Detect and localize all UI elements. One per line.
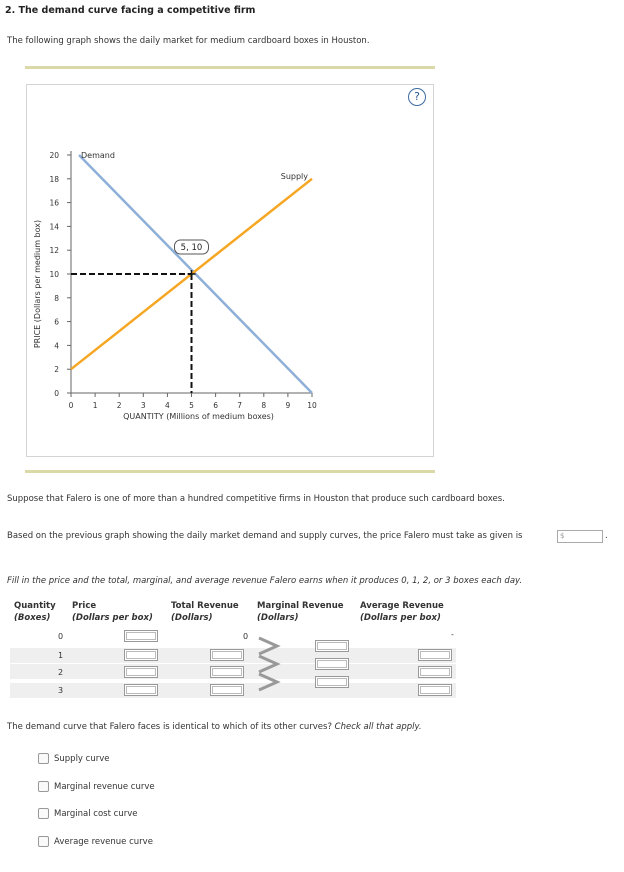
quantity-cell: 1 [58, 651, 64, 660]
header-quantity-unit: (Boxes) [14, 613, 51, 623]
demand-label: Demand [81, 151, 115, 160]
checkbox[interactable] [38, 753, 49, 764]
question2-text [7, 722, 422, 732]
total-revenue-input-q2[interactable] [210, 666, 244, 678]
option-label: Supply curve [54, 753, 110, 764]
x-tick-label: 7 [237, 401, 243, 410]
x-tick-label: 5 [189, 401, 194, 410]
x-tick-label: 4 [165, 401, 170, 410]
x-tick-label: 0 [68, 401, 74, 410]
option-average-revenue-curve[interactable] [38, 836, 153, 847]
checkbox[interactable] [38, 836, 49, 847]
total-revenue-input-q3[interactable] [210, 684, 244, 696]
x-tick-label: 1 [92, 401, 98, 410]
arrow-icon [259, 638, 277, 654]
paragraph-price-given: Based on the previous graph showing the daily market demand and supply curves, the price Falero must take as given is [7, 531, 523, 541]
sentence-end-period: . [605, 531, 608, 541]
x-tick-label: 6 [213, 401, 218, 410]
question2-hint: Check all that apply. [334, 722, 422, 732]
average-revenue-q0-value: - [451, 630, 454, 639]
price-input-q2[interactable] [124, 666, 158, 678]
total-revenue-q0-value: 0 [243, 632, 249, 641]
y-tick-label: 2 [54, 365, 59, 375]
y-tick-label: 20 [49, 151, 59, 160]
price-input-q3[interactable] [124, 684, 158, 696]
equilibrium-label: 5, 10 [180, 243, 203, 253]
price-input-q0[interactable] [124, 630, 158, 642]
header-total-revenue-unit: (Dollars) [171, 613, 213, 623]
y-tick-label: 10 [49, 270, 59, 279]
average-revenue-input-q2[interactable] [418, 666, 452, 678]
option-label: Average revenue curve [54, 836, 153, 847]
y-tick-label: 14 [49, 222, 59, 232]
y-tick-label: 4 [54, 341, 59, 351]
arrow-icon [259, 656, 277, 672]
quantity-cell: 2 [58, 668, 64, 677]
marginal-revenue-input-q2[interactable] [315, 658, 349, 670]
header-marginal-revenue: Marginal Revenue [257, 601, 344, 611]
x-axis-label: QUANTITY (Millions of medium boxes) [123, 412, 274, 421]
table-instruction: Fill in the price and the total, marginal, and average revenue Falero earns when it produces 0, 1, 2, or 3 boxes each day. [7, 576, 523, 586]
option-label: Marginal revenue curve [54, 781, 155, 792]
header-price: Price [72, 601, 97, 611]
y-tick-label: 16 [49, 198, 59, 208]
option-marginal-revenue-curve[interactable] [38, 781, 155, 792]
marginal-revenue-arrows [255, 636, 285, 694]
header-total-revenue: Total Revenue [171, 601, 239, 611]
average-revenue-input-q1[interactable] [418, 649, 452, 661]
table-row [10, 628, 456, 643]
arrow-icon [259, 674, 277, 690]
question-title: 2. The demand curve facing a competitive firm [5, 5, 256, 16]
option-marginal-cost-curve[interactable] [38, 808, 137, 819]
option-supply-curve[interactable] [38, 753, 109, 764]
y-tick-label: 12 [49, 246, 59, 256]
question-intro: The following graph shows the daily market for medium cardboard boxes in Houston. [7, 36, 370, 46]
question2-prompt: The demand curve that Falero faces is identical to which of its other curves? [7, 722, 332, 732]
quantity-cell: 3 [58, 686, 64, 695]
supply-label: Supply [280, 171, 308, 181]
divider-bottom [25, 470, 435, 473]
paragraph-firms: Suppose that Falero is one of more than a hundred competitive firms in Houston that produce such cardboard boxes. [7, 494, 505, 504]
header-average-revenue-unit: (Dollars per box) [360, 613, 441, 623]
option-label: Marginal cost curve [54, 808, 138, 819]
x-tick-label: 3 [140, 401, 146, 410]
y-tick-label: 0 [54, 389, 59, 398]
y-tick-label: 8 [54, 293, 59, 303]
total-revenue-input-q1[interactable] [210, 649, 244, 661]
checkbox[interactable] [38, 781, 49, 792]
marginal-revenue-input-q1[interactable] [315, 640, 349, 652]
checkbox[interactable] [38, 808, 49, 819]
header-marginal-revenue-unit: (Dollars) [257, 613, 299, 623]
header-price-unit: (Dollars per box) [72, 613, 153, 623]
marginal-revenue-input-q3[interactable] [315, 676, 349, 688]
header-average-revenue: Average Revenue [360, 601, 444, 611]
header-quantity: Quantity [14, 601, 56, 611]
quantity-cell: 0 [58, 632, 64, 641]
x-tick-label: 8 [261, 401, 267, 410]
price-input-q1[interactable] [124, 649, 158, 661]
y-axis-label: PRICE (Dollars per medium box) [33, 219, 42, 349]
y-tick-label: 6 [54, 317, 59, 327]
x-tick-label: 9 [285, 401, 291, 410]
price-given-input[interactable]: $ [557, 530, 603, 543]
x-tick-label: 10 [307, 401, 317, 410]
y-tick-label: 18 [49, 174, 59, 184]
help-icon[interactable]: ? [408, 88, 426, 106]
average-revenue-input-q3[interactable] [418, 684, 452, 696]
x-tick-label: 2 [116, 401, 122, 410]
